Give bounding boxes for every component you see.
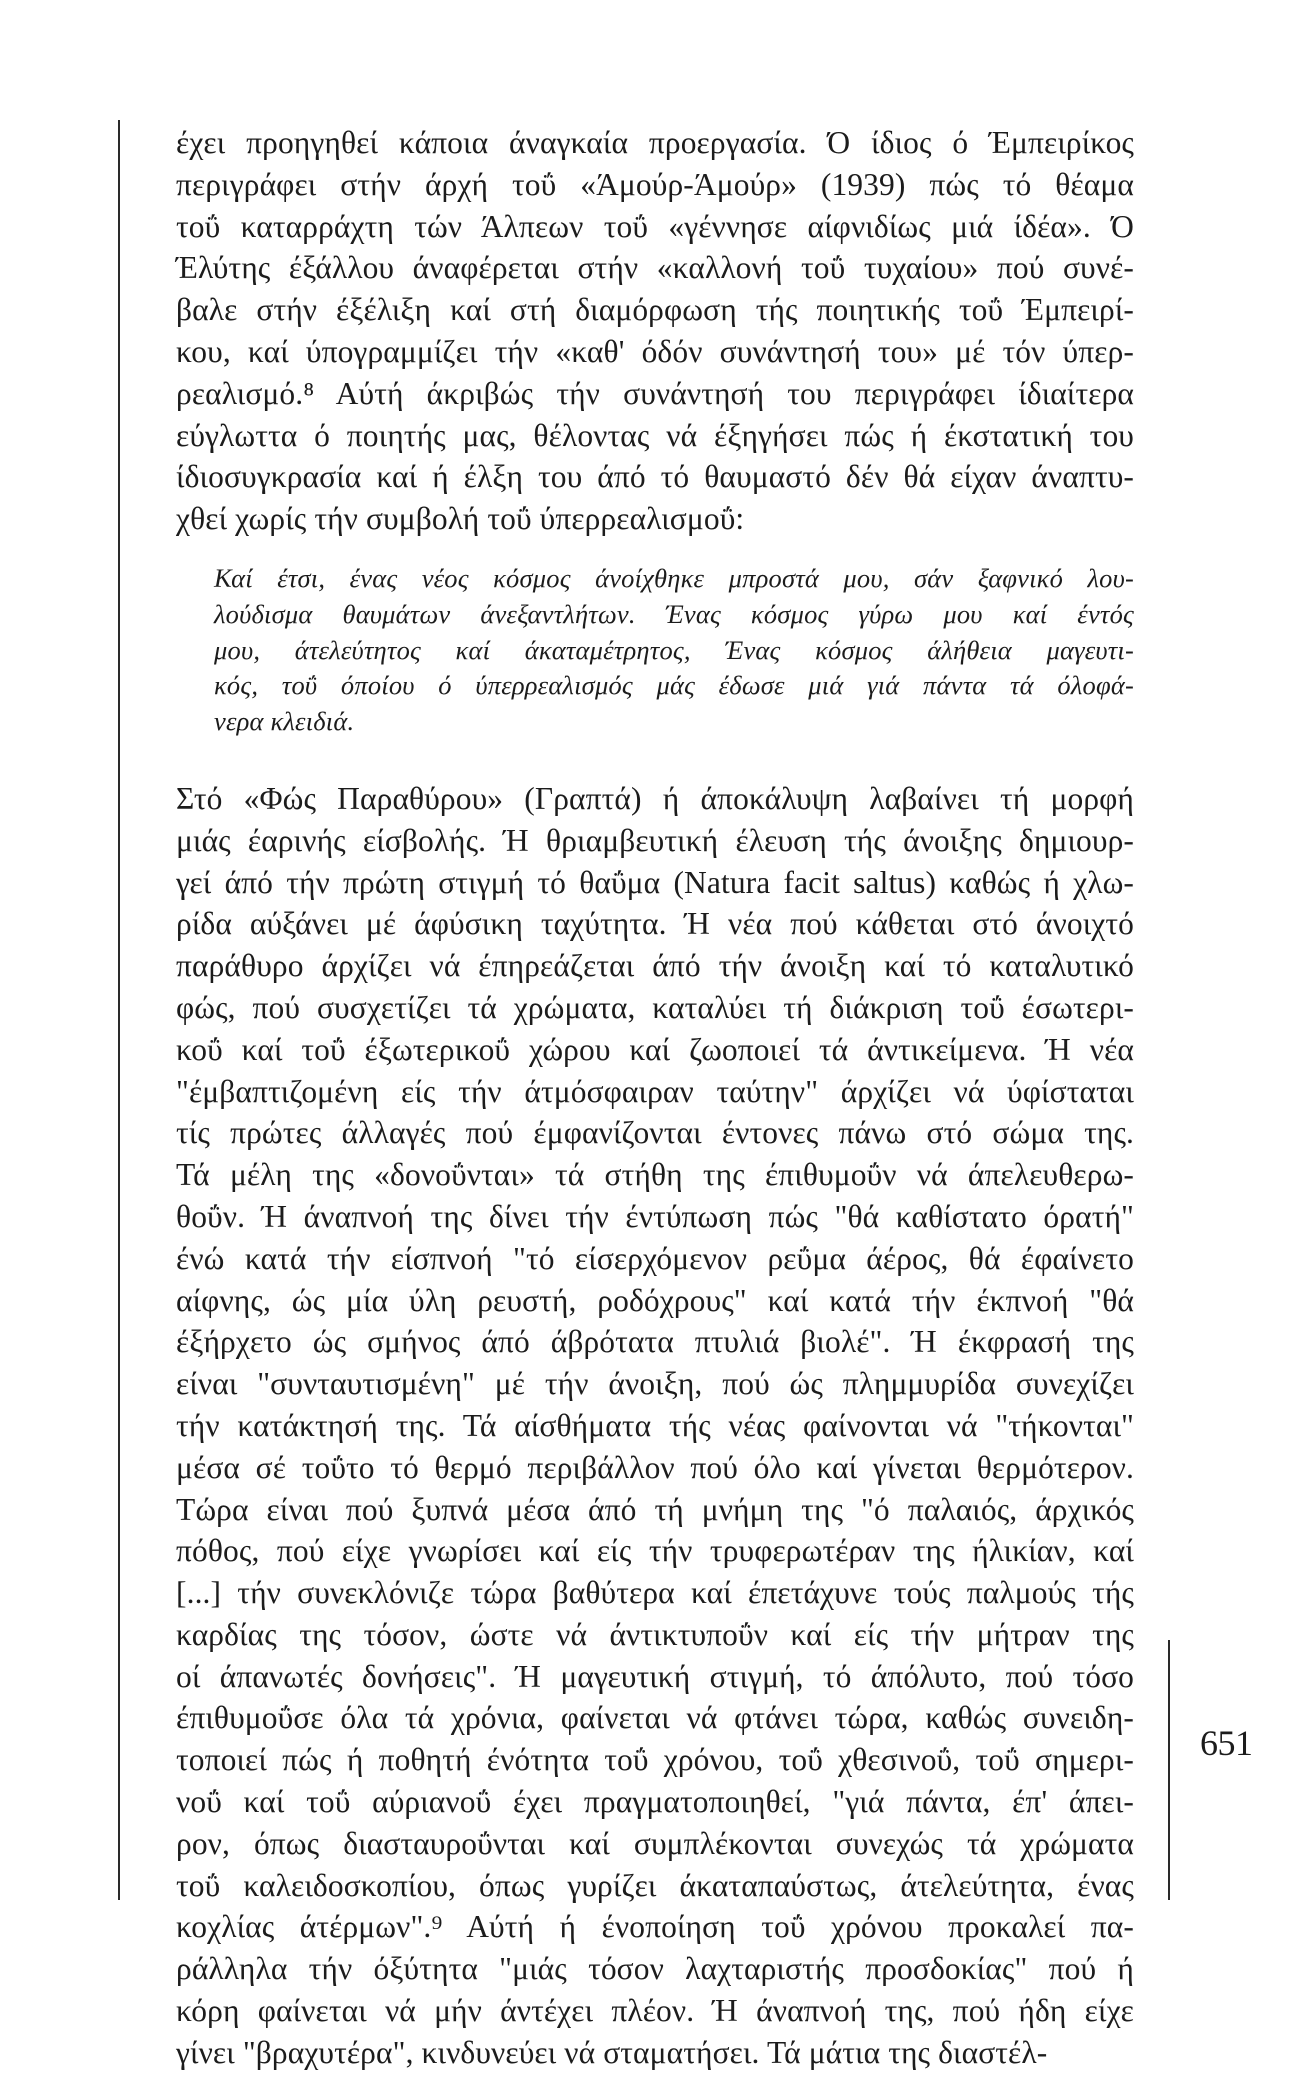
page-number: 651 — [1200, 1723, 1253, 1763]
text-line: τοποιεί πώς ή ποθητή ένότητα τοΰ χρόνου, τοΰ χθεσινοΰ, τοΰ σημερι- — [176, 1742, 1134, 1778]
text-line: εύγλωττα ό ποιητής μας, θέλοντας νά έξηγήσει πώς ή έκστατική του — [176, 417, 1134, 453]
text-line: κου, καί ύπογραμμίζει τήν «καθ' όδόν συνάντησή του» μέ τόν ύπερ- — [176, 333, 1134, 369]
text-line: χθεί χωρίς τήν συμβολή τοΰ ύπερρεαλισμοΰ: — [176, 501, 745, 537]
text-line: "έμβαπτιζομένη είς τήν άτμόσφαιραν ταύτην" άρχίζει νά ύφίσταται — [176, 1073, 1134, 1109]
text-line: [...] τήν συνεκλόνιζε τώρα βαθύτερα καί έπετάχυνε τούς παλμούς τής — [176, 1575, 1134, 1611]
text-line: κός, τοΰ όποίου ό ύπερρεαλισμός μάς έδωσε μιά γιά πάντα τά όλοφά- — [214, 670, 1134, 701]
text-line: κόρη φαίνεται νά μήν άντέχει πλέον. Ή άναπνοή της, πού ήδη είχε — [176, 1993, 1134, 2029]
text-line: είναι "συνταυτισμένη" μέ τήν άνοιξη, πού ώς πλημμυρίδα συνεχίζει — [176, 1366, 1134, 1402]
text-line: καρδίας της τόσον, ώστε νά άντικτυποΰν καί είς τήν μήτραν της — [176, 1616, 1134, 1652]
text-line: περιγράφει στήν άρχή τοΰ «Άμούρ-Άμούρ» (1939) πώς τό θέαμα — [176, 166, 1134, 202]
right-margin-rule — [1168, 1640, 1170, 1900]
text-line: γίνει "βραχυτέρα", κινδυνεύει νά σταματήσει. Τά μάτια της διαστέλ- — [176, 2034, 1048, 2070]
text-line: τοΰ καλειδοσκοπίου, όπως γυρίζει άκαταπαύστως, άτελεύτητα, ένας — [176, 1867, 1134, 1903]
text-line: νοΰ καί τοΰ αύριανοΰ έχει πραγματοποιηθεί, "γιά πάντα, έπ' άπει- — [176, 1784, 1134, 1820]
text-line: νερα κλειδιά. — [214, 706, 355, 737]
text-line: λούδισμα θαυμάτων άνεξαντλήτων. Ένας κόσμος γύρω μου καί έντός — [214, 598, 1134, 629]
text-line: κοΰ καί τοΰ έξωτερικοΰ χώρου καί ζωοποιεί τά άντικείμενα. Ή νέα — [176, 1031, 1134, 1067]
text-line: έπιθυμοΰσε όλα τά χρόνια, φαίνεται νά φτάνει τώρα, καθώς συνειδη- — [176, 1700, 1134, 1736]
page-body — [176, 122, 1134, 2074]
text-line: ένώ κατά τήν είσπνοή "τό είσερχόμενον ρεΰμα άέρος, θά έφαίνετο — [176, 1240, 1134, 1276]
text-line: τοΰ καταρράχτη τών Άλπεων τοΰ «γέννησε αίφνιδίως μιά ίδέα». Ό — [176, 208, 1134, 244]
text-line: θοΰν. Ή άναπνοή της δίνει τήν έντύπωση πώς "θά καθίστατο όρατή" — [176, 1198, 1134, 1234]
text-line: έχει προηγηθεί κάποια άναγκαία προεργασία. Ό ίδιος ό Έμπειρίκος — [176, 125, 1134, 160]
text-line: ρίδα αύξάνει μέ άφύσικη ταχύτητα. Ή νέα πού κάθεται στό άνοιχτό — [176, 906, 1134, 942]
paragraph-2 — [176, 778, 1134, 2074]
text-line: τήν κατάκτησή της. Τά αίσθήματα τής νέας φαίνονται νά "τήκονται" — [176, 1407, 1134, 1443]
text-line: Έλύτης έξάλλου άναφέρεται στήν «καλλονή τοΰ τυχαίου» πού συνέ- — [176, 250, 1134, 286]
text-line: Τά μέλη της «δονοΰνται» τά στήθη της έπιθυμοΰν νά άπελευθερω- — [176, 1157, 1134, 1193]
text-line: μου, άτελεύτητος καί άκαταμέτρητος, Ένας κόσμος άλήθεια μαγευτι- — [214, 634, 1134, 665]
text-line: ρεαλισμό.⁸ Αύτή άκριβώς τήν συνάντησή του περιγράφει ίδιαίτερα — [176, 375, 1134, 411]
text-line: φώς, πού συσχετίζει τά χρώματα, καταλύει τή διάκριση τοΰ έσωτερι- — [176, 989, 1134, 1025]
text-line: πόθος, πού είχε γνωρίσει καί είς τήν τρυφερωτέραν της ήλικίαν, καί — [176, 1533, 1134, 1569]
text-line: ρον, όπως διασταυροΰνται καί συμπλέκονται συνεχώς τά χρώματα — [176, 1825, 1134, 1861]
text-line: μιάς έαρινής είσβολής. Ή θριαμβευτική έλευση τής άνοιξης δημιουρ- — [176, 822, 1134, 858]
paragraph-1 — [176, 122, 1134, 540]
text-line: Στό «Φώς Παραθύρου» (Γραπτά) ή άποκάλυψη λαβαίνει τή μορφή — [176, 780, 1134, 816]
text-line: μέσα σέ τοΰτο τό θερμό περιβάλλον πού όλο καί γίνεται θερμότερον. — [176, 1449, 1134, 1485]
text-line: Καί έτσι, ένας νέος κόσμος άνοίχθηκε μπροστά μου, σάν ξαφνικό λου- — [214, 562, 1134, 593]
text-line: έξήρχετο ώς σμήνος άπό άβρότατα πτυλιά βιολέ". Ή έκφρασή της — [176, 1324, 1134, 1360]
text-line: Τώρα είναι πού ξυπνά μέσα άπό τή μνήμη της "ό παλαιός, άρχικός — [176, 1491, 1134, 1527]
text-line: οί άπανωτές δονήσεις". Ή μαγευτική στιγμή, τό άπόλυτο, πού τόσο — [176, 1658, 1134, 1694]
text-line: κοχλίας άτέρμων".⁹ Αύτή ή ένοποίηση τοΰ χρόνου προκαλεί πα- — [176, 1909, 1134, 1945]
block-quote — [214, 561, 1134, 740]
text-line: ίδιοσυγκρασία καί ή έλξη του άπό τό θαυμαστό δέν θά είχαν άναπτυ- — [176, 459, 1134, 495]
text-line: βαλε στήν έξέλιξη καί στή διαμόρφωση τής ποιητικής τοΰ Έμπειρί- — [176, 292, 1134, 328]
text-line: παράθυρο άρχίζει νά έπηρεάζεται άπό τήν άνοιξη καί τό καταλυτικό — [176, 948, 1134, 984]
text-line: τίς πρώτες άλλαγές πού έμφανίζονται έντονες πάνω στό σώμα της. — [176, 1115, 1134, 1151]
text-line: αίφνης, ώς μία ύλη ρευστή, ροδόχρους" καί κατά τήν έκπνοή "θά — [176, 1282, 1134, 1318]
text-line: γεί άπό τήν πρώτη στιγμή τό θαΰμα (Natura facit saltus) καθώς ή χλω- — [176, 864, 1134, 900]
text-line: ράλληλα τήν όξύτητα "μιάς τόσον λαχταριστής προσδοκίας" πού ή — [176, 1951, 1134, 1987]
left-margin-rule — [118, 120, 120, 1900]
